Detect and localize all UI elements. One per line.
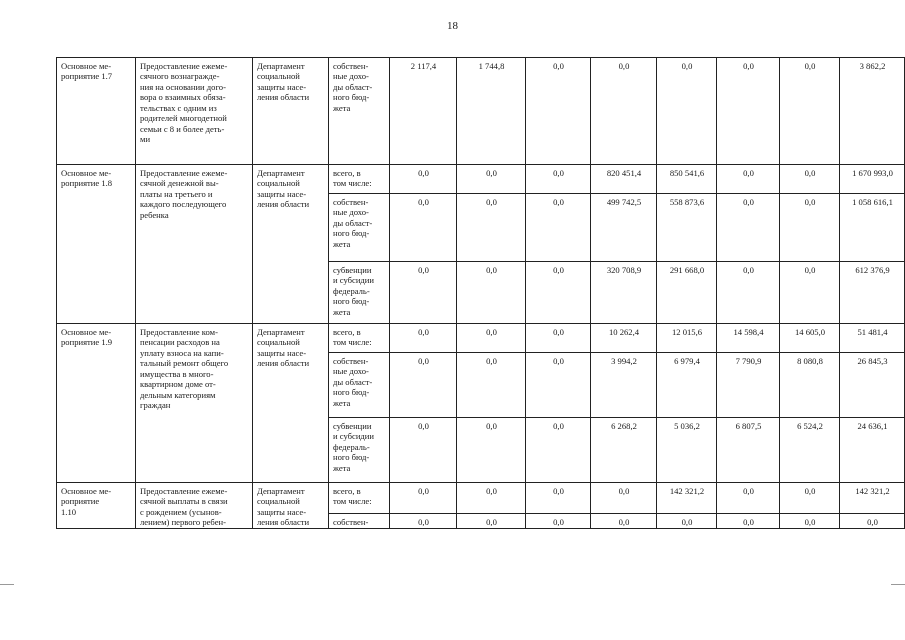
value-cell: 291 668,0 (657, 262, 717, 324)
value-cell: 0,0 (457, 418, 526, 483)
value-cell: 0,0 (657, 58, 717, 165)
value-cell: 0,0 (780, 483, 840, 514)
value-cell: 0,0 (780, 513, 840, 528)
event-name-cell: Основное ме- роприятие 1.9 (57, 324, 136, 483)
value-cell: 0,0 (457, 483, 526, 514)
funding-source-cell: собствен- ные дохо- ды област- ного бюд- жета (329, 194, 390, 262)
value-cell: 0,0 (526, 194, 591, 262)
responsible-department-cell: Департамент социальной защиты насе- ления области (253, 324, 329, 483)
value-cell: 850 541,6 (657, 165, 717, 194)
value-cell: 0,0 (717, 58, 780, 165)
value-cell: 14 605,0 (780, 324, 840, 353)
value-cell: 0,0 (526, 513, 591, 528)
value-cell: 0,0 (717, 165, 780, 194)
value-cell: 1 744,8 (457, 58, 526, 165)
value-cell: 3 994,2 (591, 353, 657, 418)
value-cell: 0,0 (390, 513, 457, 528)
value-cell: 26 845,3 (840, 353, 905, 418)
value-cell: 8 080,8 (780, 353, 840, 418)
value-cell: 51 481,4 (840, 324, 905, 353)
value-cell: 7 790,9 (717, 353, 780, 418)
event-name-cell: Основное ме- роприятие 1.8 (57, 165, 136, 324)
scan-mark-right (891, 584, 905, 585)
event-description-cell: Предоставление ежеме- сячного вознагражде- ния на основании дого- вора о взаимных обяза- тельствах с одним из родителей многодетной семьи с 8 и более деть- ми (136, 58, 253, 165)
funding-source-cell: всего, в том числе: (329, 483, 390, 514)
value-cell: 6 979,4 (657, 353, 717, 418)
value-cell: 3 862,2 (840, 58, 905, 165)
value-cell: 6 807,5 (717, 418, 780, 483)
funding-source-cell: всего, в том числе: (329, 165, 390, 194)
value-cell: 0,0 (840, 513, 905, 528)
responsible-department-cell: Департамент социальной защиты насе- ления области (253, 165, 329, 324)
value-cell: 0,0 (457, 262, 526, 324)
value-cell: 0,0 (780, 262, 840, 324)
value-cell: 0,0 (591, 483, 657, 514)
table-row (57, 165, 905, 194)
value-cell: 0,0 (457, 513, 526, 528)
value-cell: 820 451,4 (591, 165, 657, 194)
value-cell: 0,0 (390, 353, 457, 418)
value-cell: 0,0 (657, 513, 717, 528)
value-cell: 0,0 (717, 513, 780, 528)
event-name-cell: Основное ме- роприятие 1.10 (57, 483, 136, 529)
value-cell: 0,0 (390, 262, 457, 324)
responsible-department-cell: Департамент социальной защиты насе- ления области (253, 483, 329, 529)
responsible-department-cell: Департамент социальной защиты насе- ления области (253, 58, 329, 165)
funding-source-cell: субвенции и субсидии федераль- ного бюд- жета (329, 418, 390, 483)
value-cell: 0,0 (591, 58, 657, 165)
event-name-cell: Основное ме- роприятие 1.7 (57, 58, 136, 165)
event-description-cell: Предоставление ком- пенсации расходов на уплату взноса на капи- тальный ремонт общего имущества в много- квартирном доме от- дельным категориям граждан (136, 324, 253, 483)
funding-source-cell: собствен- (329, 513, 390, 528)
value-cell: 0,0 (717, 194, 780, 262)
value-cell: 0,0 (717, 483, 780, 514)
value-cell: 6 524,2 (780, 418, 840, 483)
value-cell: 0,0 (780, 58, 840, 165)
event-description-cell: Предоставление ежеме- сячной выплаты в связи с рождением (усынов- лением) первого ребен- (136, 483, 253, 529)
value-cell: 0,0 (591, 513, 657, 528)
funding-source-cell: всего, в том числе: (329, 324, 390, 353)
value-cell: 14 598,4 (717, 324, 780, 353)
funding-source-cell: собствен- ные дохо- ды област- ного бюд- жета (329, 353, 390, 418)
value-cell: 0,0 (390, 194, 457, 262)
value-cell: 612 376,9 (840, 262, 905, 324)
page-number: 18 (447, 20, 458, 32)
value-cell: 0,0 (457, 324, 526, 353)
value-cell: 0,0 (717, 262, 780, 324)
value-cell: 0,0 (390, 418, 457, 483)
value-cell: 6 268,2 (591, 418, 657, 483)
value-cell: 142 321,2 (657, 483, 717, 514)
value-cell: 0,0 (526, 324, 591, 353)
value-cell: 0,0 (457, 194, 526, 262)
value-cell: 0,0 (457, 165, 526, 194)
table-row (57, 58, 905, 165)
event-description-cell: Предоставление ежеме- сячной денежной вы- платы на третьего и каждого последующего ребенка (136, 165, 253, 324)
value-cell: 0,0 (390, 165, 457, 194)
value-cell: 5 036,2 (657, 418, 717, 483)
table-body (57, 58, 905, 529)
value-cell: 499 742,5 (591, 194, 657, 262)
value-cell: 558 873,6 (657, 194, 717, 262)
value-cell: 0,0 (526, 418, 591, 483)
funding-source-cell: субвенции и субсидии федераль- ного бюд- жета (329, 262, 390, 324)
value-cell: 10 262,4 (591, 324, 657, 353)
funding-source-cell: собствен- ные дохо- ды област- ного бюд- жета (329, 58, 390, 165)
value-cell: 0,0 (526, 483, 591, 514)
value-cell: 0,0 (780, 165, 840, 194)
value-cell: 0,0 (457, 353, 526, 418)
value-cell: 0,0 (526, 165, 591, 194)
value-cell: 0,0 (526, 262, 591, 324)
value-cell: 0,0 (526, 58, 591, 165)
value-cell: 0,0 (526, 353, 591, 418)
value-cell: 0,0 (390, 324, 457, 353)
value-cell: 142 321,2 (840, 483, 905, 514)
value-cell: 320 708,9 (591, 262, 657, 324)
value-cell: 1 670 993,0 (840, 165, 905, 194)
table-row (57, 483, 905, 514)
value-cell: 24 636,1 (840, 418, 905, 483)
table-row (57, 324, 905, 353)
value-cell: 0,0 (780, 194, 840, 262)
value-cell: 2 117,4 (390, 58, 457, 165)
value-cell: 0,0 (390, 483, 457, 514)
budget-table (56, 57, 905, 529)
scan-mark-left (0, 584, 14, 585)
value-cell: 12 015,6 (657, 324, 717, 353)
value-cell: 1 058 616,1 (840, 194, 905, 262)
